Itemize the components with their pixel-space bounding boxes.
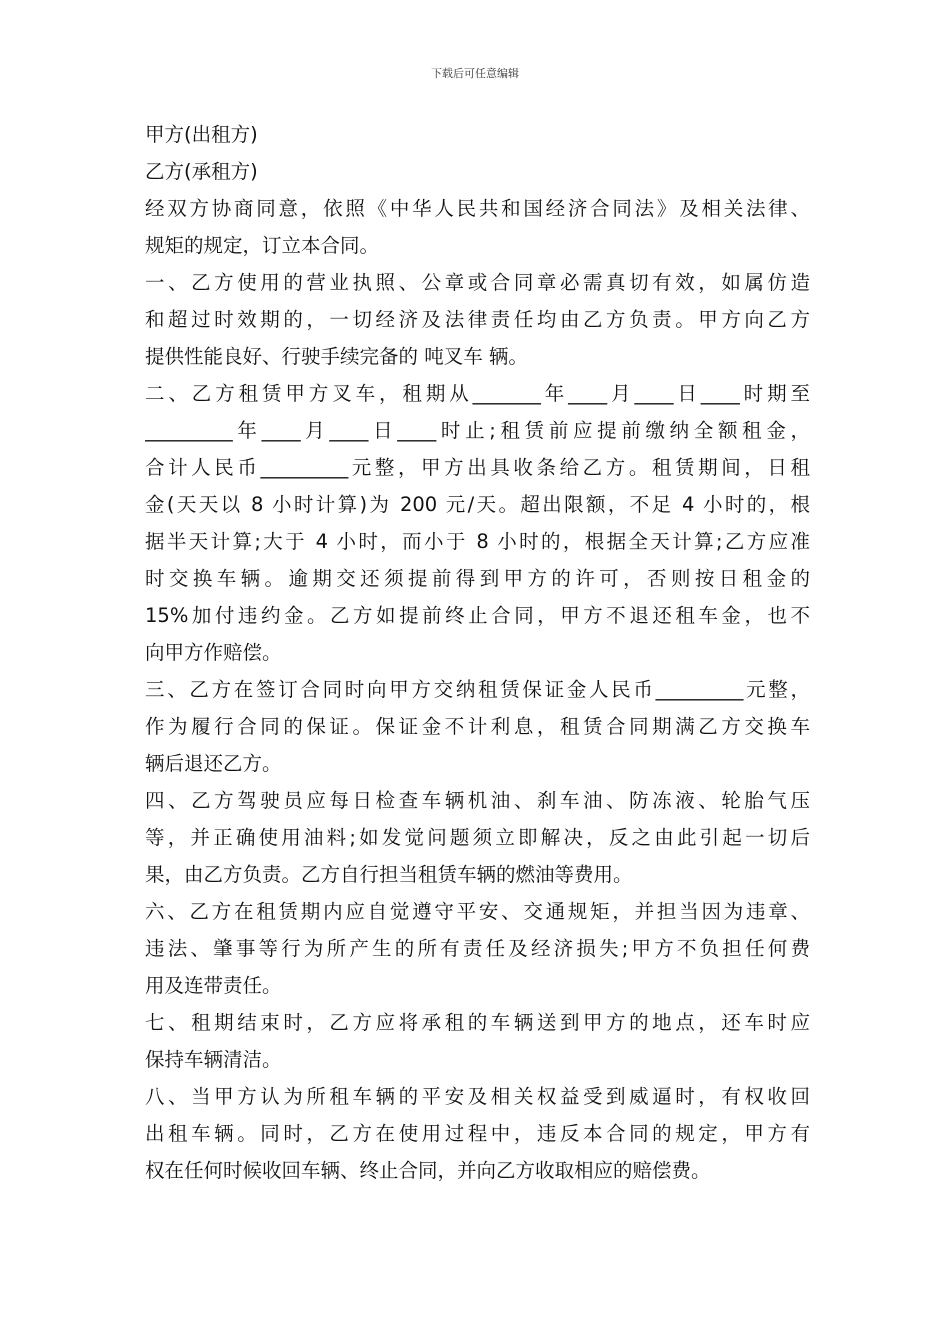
text-line: 向甲方作赔偿。 xyxy=(145,641,282,664)
text-line: 六、乙方在租赁期内应自觉遵守平安、交通规矩，并担当因为违章、 xyxy=(145,900,810,923)
text-line: 甲方(出租方) xyxy=(145,123,258,146)
text-line: 等，并正确使用油料;如发觉问题须立即解决，反之由此引起一切后 xyxy=(145,826,810,849)
text-line: 七、租期结束时，乙方应将承租的车辆送到甲方的地点，还车时应 xyxy=(145,1011,810,1034)
text-line: 经双方协商同意，依照《中华人民共和国经济合同法》及相关法律、 xyxy=(145,197,810,220)
text-line: 一、乙方使用的营业执照、公章或合同章必需真切有效，如属仿造 xyxy=(145,271,810,294)
text-line: 权在任何时候收回车辆、终止合同，并向乙方收取相应的赔偿费。 xyxy=(145,1159,711,1182)
text-line: 四、乙方驾驶员应每日检查车辆机油、刹车油、防冻液、轮胎气压 xyxy=(145,789,810,812)
text-line: 提供性能良好、行驶手续完备的 吨叉车 辆。 xyxy=(145,345,528,368)
text-line: 合计人民币_________元整，甲方出具收条给乙方。租赁期间，日租 xyxy=(145,456,810,479)
text-line: 八、当甲方认为所租车辆的平安及相关权益受到威逼时，有权收回 xyxy=(145,1085,810,1108)
text-line: 保持车辆清洁。 xyxy=(145,1048,282,1071)
text-line: _________年____月____日____时止;租赁前应提前缴纳全额租金， xyxy=(145,419,810,442)
text-line: 和超过时效期的，一切经济及法律责任均由乙方负责。甲方向乙方 xyxy=(145,308,810,331)
text-line: 违法、肇事等行为所产生的所有责任及经济损失;甲方不负担任何费 xyxy=(145,937,810,960)
text-line: 作为履行合同的保证。保证金不计利息，租赁合同期满乙方交换车 xyxy=(145,715,810,738)
text-line: 15%加付违约金。乙方如提前终止合同，甲方不退还租车金，也不 xyxy=(145,604,810,627)
text-line: 辆后退还乙方。 xyxy=(145,752,282,775)
text-line: 三、乙方在签订合同时向甲方交纳租赁保证金人民币_________元整， xyxy=(145,678,810,701)
text-line: 乙方(承租方) xyxy=(145,160,258,183)
text-line: 二、乙方租赁甲方叉车，租期从_______年____月____日____时期至 xyxy=(145,382,810,405)
text-line: 金(天天以 8 小时计算)为 200 元/天。超出限额，不足 4 小时的，根 xyxy=(145,493,810,516)
text-line: 时交换车辆。逾期交还须提前得到甲方的许可，否则按日租金的 xyxy=(145,567,810,590)
document-body xyxy=(145,116,810,1189)
page-header: 下载后可任意编辑 xyxy=(431,67,519,80)
text-line: 出租车辆。同时，乙方在使用过程中，违反本合同的规定，甲方有 xyxy=(145,1122,810,1145)
text-line: 用及连带责任。 xyxy=(145,974,282,997)
text-line: 果，由乙方负责。乙方自行担当租赁车辆的燃油等费用。 xyxy=(145,863,633,886)
text-line: 规矩的规定，订立本合同。 xyxy=(145,234,380,257)
text-line: 据半天计算;大于 4 小时，而小于 8 小时的，根据全天计算;乙方应准 xyxy=(145,530,810,553)
